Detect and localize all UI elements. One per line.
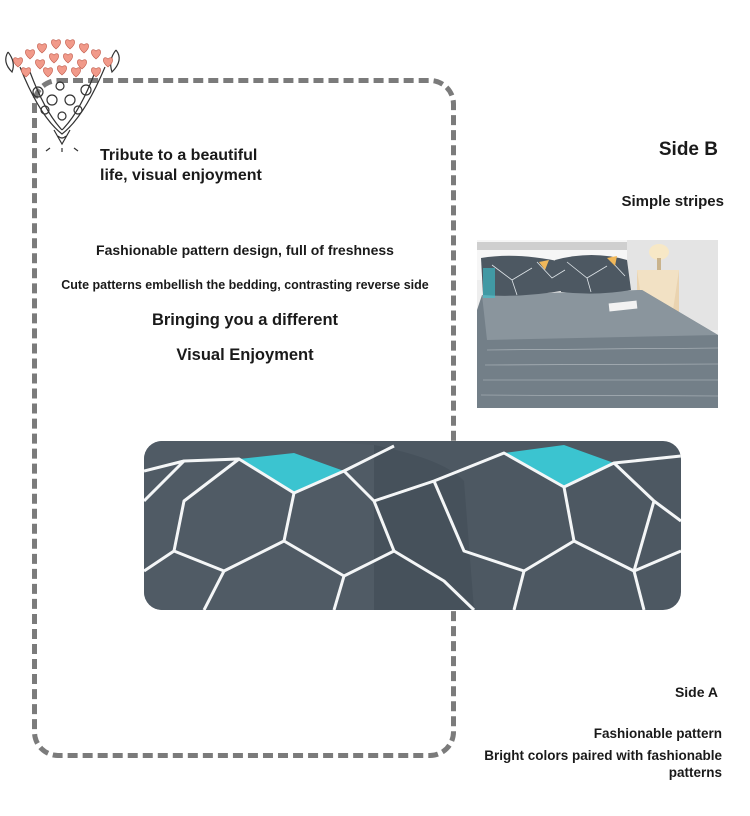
side-a-description: Bright colors paired with fashionable patterns (484, 748, 722, 780)
bed-photo (477, 240, 718, 408)
tribute-text (100, 146, 320, 186)
side-b-title: Side B (658, 139, 718, 160)
center-line-3: Bringing you a different (151, 311, 339, 329)
center-line-1: Fashionable pattern design, full of freshness (96, 242, 394, 258)
heart-bouquet-icon (0, 22, 125, 152)
side-a-subtitle: Fashionable pattern (593, 726, 722, 741)
center-line-2: Cute patterns embellish the bedding, contrasting reverse side (61, 278, 429, 292)
center-line-4: Visual Enjoyment (176, 346, 314, 364)
tribute-line-1: Tribute to a beautiful (100, 147, 258, 164)
side-b-subtitle: Simple stripes (621, 193, 724, 210)
pattern-closeup-photo (144, 441, 681, 610)
side-a-title: Side A (674, 684, 718, 700)
tribute-line-2: life, visual enjoyment (100, 167, 262, 184)
